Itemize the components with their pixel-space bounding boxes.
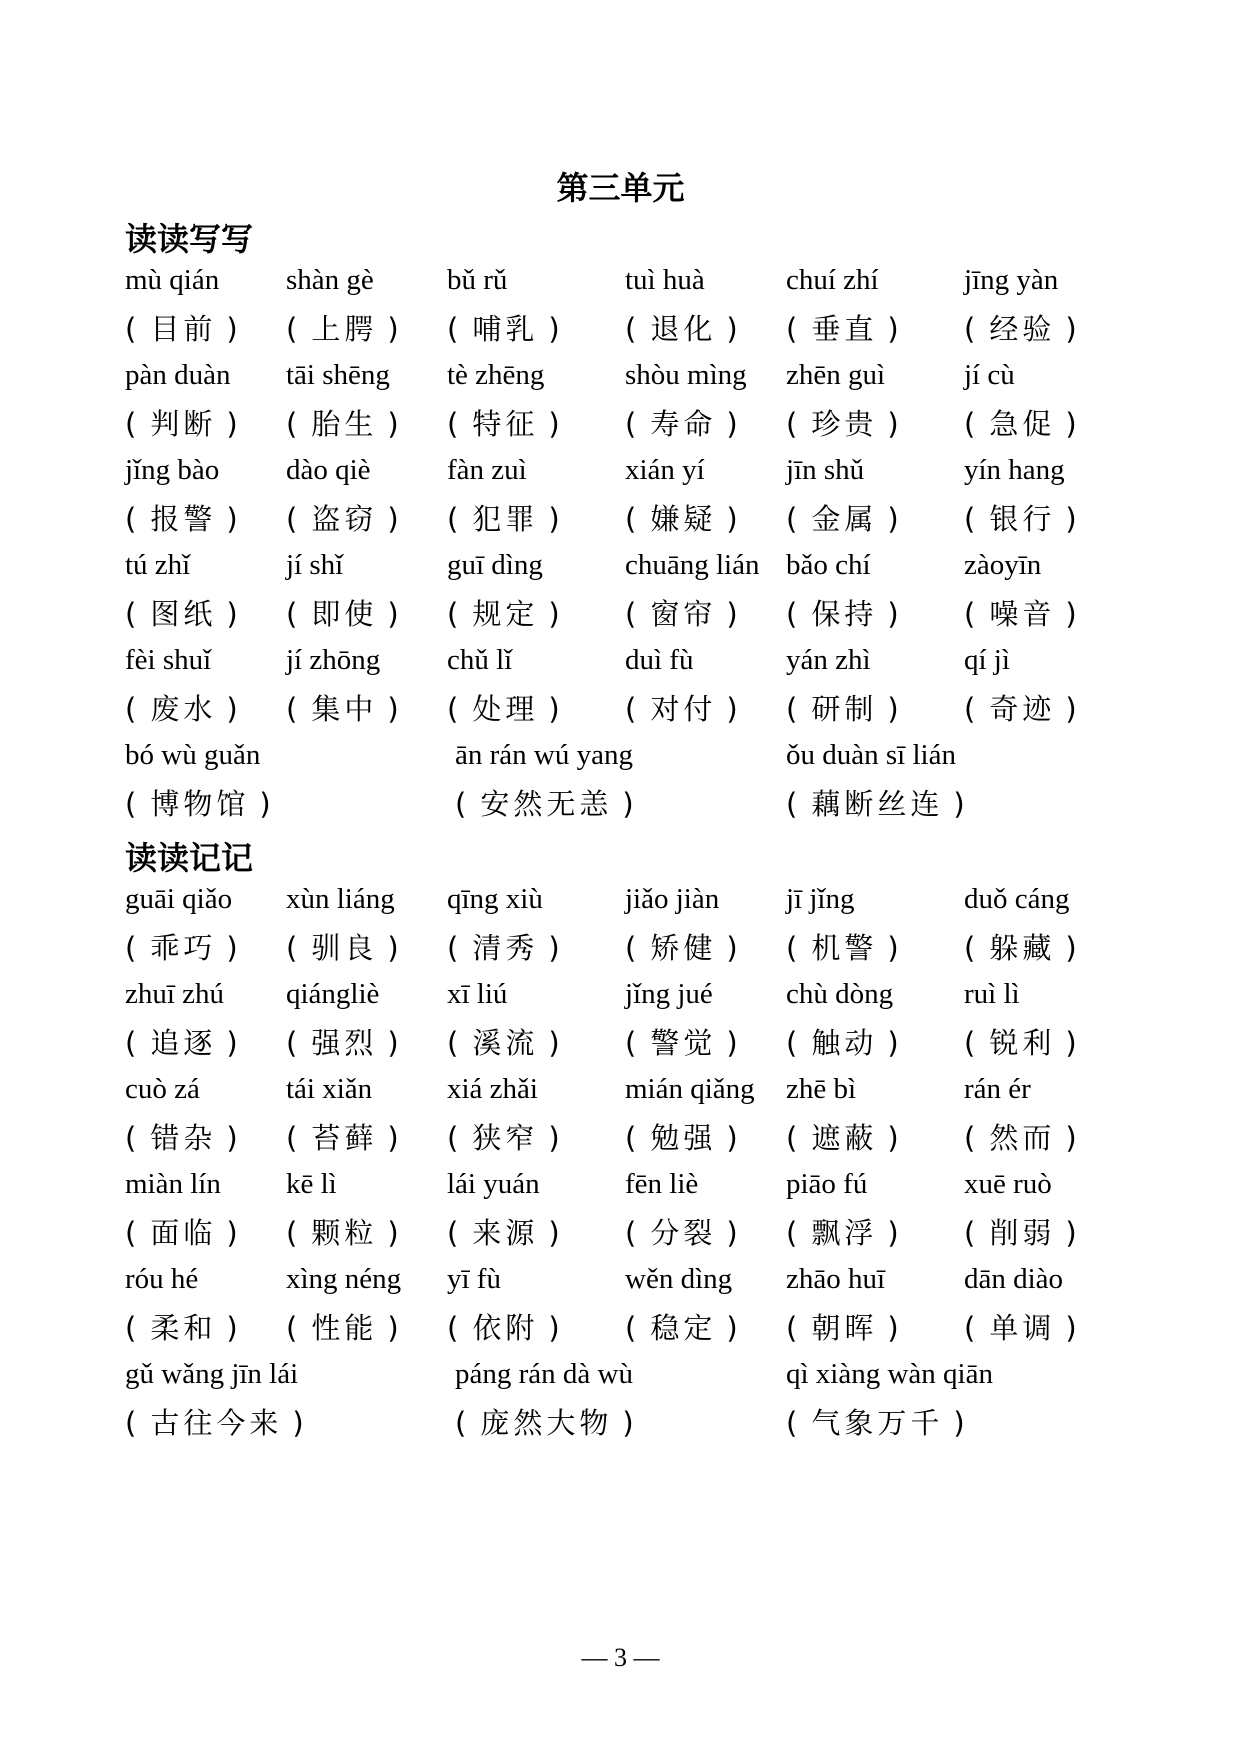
ddjj-r3c4-pinyin: piāo fú xyxy=(786,1168,868,1200)
ddxx-r1c3-word: ( 寿命 ) xyxy=(625,407,738,441)
ddjj-r2c2-word: ( 狭窄 ) xyxy=(447,1121,560,1155)
ddxx-r2c0-pinyin: jǐng bào xyxy=(125,454,220,486)
ddxx-r4c0-pinyin: fèi shuǐ xyxy=(125,644,212,676)
ddxx-r0c4-word: ( 垂直 ) xyxy=(786,312,899,346)
ddjj-r0c1-pinyin: xùn liáng xyxy=(286,883,395,915)
ddjj-r3c3-pinyin: fēn liè xyxy=(625,1168,699,1200)
ddxx-r4c4-pinyin: yán zhì xyxy=(786,644,871,676)
ddjj-r4c4-word: ( 朝晖 ) xyxy=(786,1311,899,1345)
ddjj-r2c0-pinyin: cuò zá xyxy=(125,1073,200,1105)
ddjj-r1c1-word: ( 强烈 ) xyxy=(286,1026,399,1060)
ddxx-r2c2-word: ( 犯罪 ) xyxy=(447,502,560,536)
ddxx-r0c1-pinyin: shàn gè xyxy=(286,264,374,296)
ddjj-r1c2-pinyin: xī liú xyxy=(447,978,508,1010)
ddxx-r4c5-word: ( 奇迹 ) xyxy=(964,692,1077,726)
ddjj-r4c2-word: ( 依附 ) xyxy=(447,1311,560,1345)
ddxx-long2-pinyin: ǒu duàn sī lián xyxy=(786,739,956,771)
ddjj-r4c0-word: ( 柔和 ) xyxy=(125,1311,238,1345)
ddxx-r4c2-word: ( 处理 ) xyxy=(447,692,560,726)
ddjj-r0c0-word: ( 乖巧 ) xyxy=(125,931,238,965)
ddjj-long1-pinyin: páng rán dà wù xyxy=(455,1358,633,1390)
ddjj-r2c5-pinyin: rán ér xyxy=(964,1073,1031,1105)
ddjj-r0c1-word: ( 驯良 ) xyxy=(286,931,399,965)
ddjj-r4c1-word: ( 性能 ) xyxy=(286,1311,399,1345)
ddjj-r0c3-pinyin: jiǎo jiàn xyxy=(625,883,720,915)
ddjj-r3c0-pinyin: miàn lín xyxy=(125,1168,221,1200)
ddxx-long2-word: ( 藕断丝连 ) xyxy=(786,787,965,821)
ddjj-r2c4-word: ( 遮蔽 ) xyxy=(786,1121,899,1155)
ddxx-r4c2-pinyin: chǔ lǐ xyxy=(447,644,513,676)
ddxx-r2c5-pinyin: yín hang xyxy=(964,454,1065,486)
ddjj-r2c1-pinyin: tái xiǎn xyxy=(286,1073,373,1105)
ddjj-r1c4-word: ( 触动 ) xyxy=(786,1026,899,1060)
ddjj-r3c2-word: ( 来源 ) xyxy=(447,1216,560,1250)
ddxx-r2c4-word: ( 金属 ) xyxy=(786,502,899,536)
ddjj-r4c5-pinyin: dān diào xyxy=(964,1263,1064,1295)
ddxx-r0c5-pinyin: jīng yàn xyxy=(964,264,1059,296)
ddjj-r4c3-word: ( 稳定 ) xyxy=(625,1311,738,1345)
ddxx-r3c0-pinyin: tú zhǐ xyxy=(125,549,191,581)
ddjj-long2-word: ( 气象万千 ) xyxy=(786,1406,965,1440)
ddxx-r4c3-pinyin: duì fù xyxy=(625,644,694,676)
ddxx-long1-word: ( 安然无恙 ) xyxy=(455,787,634,821)
ddjj-r0c2-pinyin: qīng xiù xyxy=(447,883,543,915)
ddxx-r1c1-pinyin: tāi shēng xyxy=(286,359,390,391)
ddjj-r3c1-word: ( 颗粒 ) xyxy=(286,1216,399,1250)
ddjj-r3c0-word: ( 面临 ) xyxy=(125,1216,238,1250)
ddjj-r4c0-pinyin: róu hé xyxy=(125,1263,199,1295)
ddxx-r3c2-word: ( 规定 ) xyxy=(447,597,560,631)
ddxx-long0-pinyin: bó wù guǎn xyxy=(125,739,261,771)
ddxx-r0c4-pinyin: chuí zhí xyxy=(786,264,879,296)
ddxx-r0c3-word: ( 退化 ) xyxy=(625,312,738,346)
ddjj-r2c5-word: ( 然而 ) xyxy=(964,1121,1077,1155)
ddjj-r3c2-pinyin: lái yuán xyxy=(447,1168,540,1200)
ddjj-r2c3-word: ( 勉强 ) xyxy=(625,1121,738,1155)
ddjj-r1c1-pinyin: qiángliè xyxy=(286,978,380,1010)
ddjj-r0c3-word: ( 矫健 ) xyxy=(625,931,738,965)
ddxx-r1c5-word: ( 急促 ) xyxy=(964,407,1077,441)
ddxx-r2c5-word: ( 银行 ) xyxy=(964,502,1077,536)
ddxx-r2c2-pinyin: fàn zuì xyxy=(447,454,527,486)
ddjj-long0-pinyin: gǔ wǎng jīn lái xyxy=(125,1358,299,1390)
ddjj-r0c4-pinyin: jī jǐng xyxy=(786,883,855,915)
ddxx-r1c2-word: ( 特征 ) xyxy=(447,407,560,441)
ddjj-r4c2-pinyin: yī fù xyxy=(447,1263,501,1295)
ddxx-r3c3-pinyin: chuāng lián xyxy=(625,549,760,581)
ddxx-r3c2-pinyin: guī dìng xyxy=(447,549,543,581)
ddxx-r4c1-pinyin: jí zhōng xyxy=(286,644,381,676)
ddjj-r3c1-pinyin: kē lì xyxy=(286,1168,337,1200)
ddxx-r3c1-word: ( 即使 ) xyxy=(286,597,399,631)
section-heading-1: 读读写写 xyxy=(125,220,254,258)
ddxx-r4c3-word: ( 对付 ) xyxy=(625,692,738,726)
ddxx-r2c3-word: ( 嫌疑 ) xyxy=(625,502,738,536)
ddjj-r1c3-word: ( 警觉 ) xyxy=(625,1026,738,1060)
ddjj-r0c2-word: ( 清秀 ) xyxy=(447,931,560,965)
ddxx-r2c4-pinyin: jīn shǔ xyxy=(786,454,865,486)
ddxx-r0c3-pinyin: tuì huà xyxy=(625,264,705,296)
ddxx-r1c3-pinyin: shòu mìng xyxy=(625,359,747,391)
ddxx-long1-pinyin: ān rán wú yang xyxy=(455,739,633,771)
ddxx-long0-word: ( 博物馆 ) xyxy=(125,787,271,821)
ddjj-r0c5-pinyin: duǒ cáng xyxy=(964,883,1070,915)
ddjj-r3c5-word: ( 削弱 ) xyxy=(964,1216,1077,1250)
ddxx-r3c4-word: ( 保持 ) xyxy=(786,597,899,631)
ddjj-r1c3-pinyin: jǐng jué xyxy=(625,978,713,1010)
ddxx-r2c1-pinyin: dào qiè xyxy=(286,454,371,486)
ddjj-r4c3-pinyin: wěn dìng xyxy=(625,1263,733,1295)
ddxx-r1c0-word: ( 判断 ) xyxy=(125,407,238,441)
ddxx-r0c0-word: ( 目前 ) xyxy=(125,312,238,346)
ddxx-r0c2-pinyin: bǔ rǔ xyxy=(447,264,508,296)
ddxx-r1c4-word: ( 珍贵 ) xyxy=(786,407,899,441)
ddxx-r4c1-word: ( 集中 ) xyxy=(286,692,399,726)
ddjj-r2c3-pinyin: mián qiǎng xyxy=(625,1073,755,1105)
ddxx-r3c3-word: ( 窗帘 ) xyxy=(625,597,738,631)
ddjj-r1c5-word: ( 锐利 ) xyxy=(964,1026,1077,1060)
section-heading-2: 读读记记 xyxy=(125,839,254,877)
ddjj-r2c0-word: ( 错杂 ) xyxy=(125,1121,238,1155)
ddjj-r2c1-word: ( 苔藓 ) xyxy=(286,1121,399,1155)
ddxx-r1c1-word: ( 胎生 ) xyxy=(286,407,399,441)
ddjj-r4c1-pinyin: xìng néng xyxy=(286,1263,402,1295)
ddjj-long0-word: ( 古往今来 ) xyxy=(125,1406,304,1440)
ddjj-r1c5-pinyin: ruì lì xyxy=(964,978,1020,1010)
ddxx-r0c0-pinyin: mù qián xyxy=(125,264,220,296)
ddjj-r1c2-word: ( 溪流 ) xyxy=(447,1026,560,1060)
ddjj-long2-pinyin: qì xiàng wàn qiān xyxy=(786,1358,993,1390)
ddjj-r2c2-pinyin: xiá zhǎi xyxy=(447,1073,538,1105)
ddjj-r0c4-word: ( 机警 ) xyxy=(786,931,899,965)
ddxx-r0c1-word: ( 上腭 ) xyxy=(286,312,399,346)
page-title: 第三单元 xyxy=(556,169,685,207)
ddjj-r3c4-word: ( 飘浮 ) xyxy=(786,1216,899,1250)
ddxx-r4c4-word: ( 研制 ) xyxy=(786,692,899,726)
ddjj-r3c3-word: ( 分裂 ) xyxy=(625,1216,738,1250)
ddjj-r4c5-word: ( 单调 ) xyxy=(964,1311,1077,1345)
ddxx-r2c3-pinyin: xián yí xyxy=(625,454,705,486)
ddjj-long1-word: ( 庞然大物 ) xyxy=(455,1406,634,1440)
ddjj-r1c4-pinyin: chù dòng xyxy=(786,978,894,1010)
ddxx-r3c1-pinyin: jí shǐ xyxy=(286,549,344,581)
ddxx-r3c0-word: ( 图纸 ) xyxy=(125,597,238,631)
ddxx-r0c2-word: ( 哺乳 ) xyxy=(447,312,560,346)
ddjj-r1c0-word: ( 追逐 ) xyxy=(125,1026,238,1060)
page-number: — 3 — xyxy=(581,1643,660,1672)
ddjj-r1c0-pinyin: zhuī zhú xyxy=(125,978,225,1010)
ddxx-r4c5-pinyin: qí jì xyxy=(964,644,1010,676)
ddjj-r3c5-pinyin: xuē ruò xyxy=(964,1168,1052,1200)
ddjj-r0c0-pinyin: guāi qiǎo xyxy=(125,883,233,915)
ddjj-r0c5-word: ( 躲藏 ) xyxy=(964,931,1077,965)
ddjj-r4c4-pinyin: zhāo huī xyxy=(786,1263,886,1295)
ddxx-r3c4-pinyin: bǎo chí xyxy=(786,549,871,581)
ddjj-r2c4-pinyin: zhē bì xyxy=(786,1073,857,1105)
ddxx-r1c2-pinyin: tè zhēng xyxy=(447,359,545,391)
ddxx-r1c0-pinyin: pàn duàn xyxy=(125,359,231,391)
ddxx-r1c4-pinyin: zhēn guì xyxy=(786,359,886,391)
ddxx-r4c0-word: ( 废水 ) xyxy=(125,692,238,726)
ddxx-r3c5-pinyin: zàoyīn xyxy=(964,549,1042,581)
ddxx-r1c5-pinyin: jí cù xyxy=(964,359,1015,391)
ddxx-r2c1-word: ( 盗窃 ) xyxy=(286,502,399,536)
ddxx-r2c0-word: ( 报警 ) xyxy=(125,502,238,536)
ddxx-r0c5-word: ( 经验 ) xyxy=(964,312,1077,346)
ddxx-r3c5-word: ( 噪音 ) xyxy=(964,597,1077,631)
